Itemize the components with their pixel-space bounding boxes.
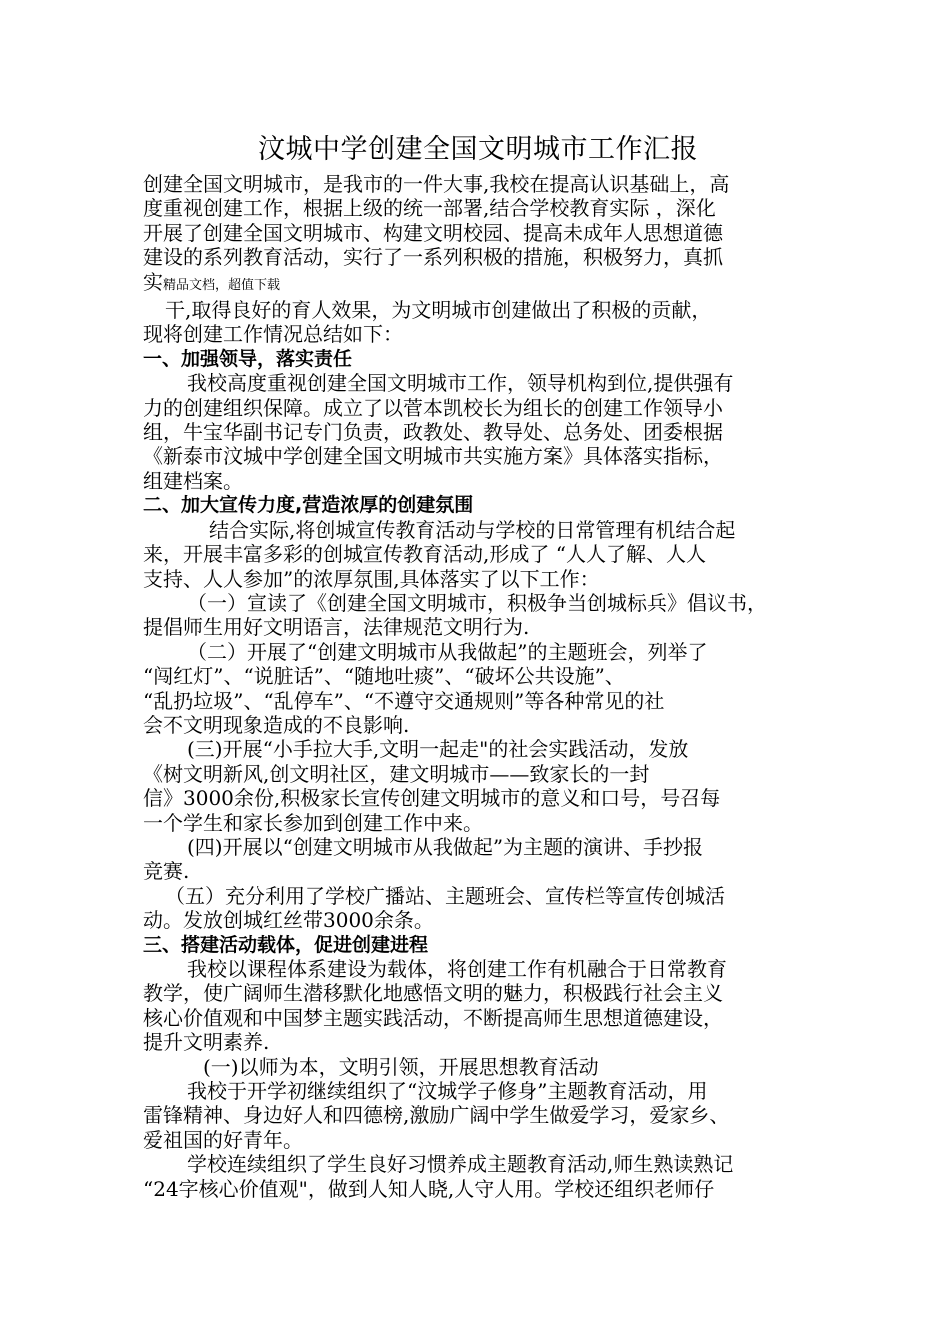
line-text: （二）开展了“创建文明城市从我做起”的主题班会，列举了: [187, 639, 708, 664]
text-line: [143, 396, 813, 420]
line-text: 提升文明素养.: [143, 1030, 270, 1055]
document-page: [143, 128, 813, 1201]
line-text: 组建档案。: [143, 468, 243, 493]
text-line: [143, 811, 813, 835]
line-text: (四)开展以“创建文明城市从我做起”为主题的演讲、手抄报: [187, 834, 704, 859]
text-line: [143, 196, 813, 220]
text-line: [143, 1030, 813, 1054]
text-line: [143, 245, 813, 269]
text-line: [143, 664, 813, 688]
line-text: 爱祖国的好青年。: [143, 1127, 303, 1152]
text-line: [143, 689, 813, 713]
text-line: [143, 1128, 813, 1152]
line-text: 教学，使广阔师生潜移默化地感悟文明的魅力，积极践行社会主义: [143, 981, 723, 1006]
watermark-note: 精品文档，超值下载: [163, 277, 281, 293]
text-line: [143, 762, 813, 786]
text-line: [143, 835, 813, 859]
line-text: 核心价值观和中国梦主题实践活动，不断提高师生思想道德建设，: [143, 1005, 723, 1030]
text-line: [143, 542, 813, 566]
text-line: [143, 1055, 813, 1079]
text-line: [143, 786, 813, 810]
text-line: [143, 713, 813, 737]
line-text: 《树文明新风,创文明社区，建文明城市——致家长的一封: [143, 761, 650, 786]
line-text: 学校连续组织了学生良好习惯养成主题教育活动,师生熟读熟记: [187, 1152, 734, 1177]
line-text: 我校于开学初继续组织了“汶城学子修身”主题教育活动，用: [187, 1079, 708, 1104]
text-line: [143, 1006, 813, 1030]
line-text: 竞赛.: [143, 859, 190, 884]
text-line: [143, 1152, 813, 1176]
line-text: (一)以师为本，文明引领，开展思想教育活动: [203, 1054, 599, 1079]
line-text: 度重视创建工作，根据上级的统一部署,结合学校教育实际 ，深化: [143, 196, 716, 221]
line-text: 开展了创建全国文明城市、构建文明校园、提高未成年人思想道德: [143, 220, 723, 245]
text-line: [143, 221, 813, 245]
text-line: [143, 469, 813, 493]
line-text: 来，开展丰富多彩的创城宣传教育活动,形成了 “人人了解、人人: [143, 542, 706, 567]
line-text: 二、加大宣传力度,营造浓厚的创建氛围: [143, 494, 474, 517]
text-line: [143, 420, 813, 444]
line-text: 会不文明现象造成的不良影响.: [143, 712, 410, 737]
line-text: 《新泰市汶城中学创建全国文明城市共实施方案》具体落实指标，: [143, 444, 723, 469]
line-text: 提倡师生用好文明语言，法律规范文明行为.: [143, 615, 530, 640]
line-text: 我校高度重视创建全国文明城市工作，领导机构到位,提供强有: [187, 371, 734, 396]
line-text: 一个学生和家长参加到创建工作中来。: [143, 810, 483, 835]
text-line: [143, 908, 813, 932]
text-line: [143, 298, 813, 322]
text-line: [143, 1177, 813, 1201]
section-heading: [143, 347, 813, 371]
line-text: 雷锋精神、身边好人和四德榜,激励广阔中学生做爱学习，爱家乡、: [143, 1103, 730, 1128]
text-line: [143, 981, 813, 1005]
line-text: 建设的系列教育活动，实行了一系列积极的措施，积极努力，真抓: [143, 245, 723, 270]
text-line: [143, 591, 813, 615]
text-line: [143, 270, 813, 298]
text-line: [143, 884, 813, 908]
line-text: “24字核心价值观"，做到人知人晓,人守人用。学校还组织老师仔: [143, 1176, 715, 1201]
text-line: [143, 518, 813, 542]
line-text: “闯红灯”、“说脏话”、“随地吐痰”、“破坏公共设施”、: [143, 664, 625, 689]
line-text: 三、搭建活动载体，促进创建进程: [143, 933, 429, 956]
text-line: [143, 322, 813, 346]
line-text: “乱扔垃圾”、“乱停车”、“不遵守交通规则”等各种常见的社: [143, 688, 665, 713]
text-line: [143, 640, 813, 664]
text-line: [143, 371, 813, 395]
text-line: [143, 444, 813, 468]
line-text: 创建全国文明城市，是我市的一件大事,我校在提高认识基础上，高: [143, 172, 730, 196]
text-line: [143, 737, 813, 761]
line-text: （一）宣读了《创建全国文明城市，积极争当创城标兵》倡议书，: [187, 590, 767, 615]
line-text: 动。发放创城红丝带3000余条。: [143, 908, 434, 933]
text-line: [143, 567, 813, 591]
line-text: 支持、人人参加”的浓厚氛围,具体落实了以下工作：: [143, 566, 600, 591]
text-line: [143, 1079, 813, 1103]
line-text: 干,取得良好的育人效果，为文明城市创建做出了积极的贡献，: [165, 298, 712, 323]
text-line: [143, 957, 813, 981]
section-heading: [143, 933, 813, 957]
line-text: 现将创建工作情况总结如下：: [143, 322, 403, 347]
text-line: [143, 172, 813, 196]
document-title: 汶城中学创建全国文明城市工作汇报: [258, 134, 698, 165]
line-text: （五）充分利用了学校广播站、主题班会、宣传栏等宣传创城活: [165, 883, 725, 908]
line-text: 实: [143, 269, 163, 294]
text-line: [143, 859, 813, 883]
line-text: 组，牛宝华副书记专门负责，政教处、教导处、总务处、团委根据: [143, 420, 723, 445]
text-line: [143, 615, 813, 639]
line-text: 一、加强领导，落实责任: [143, 347, 353, 370]
line-text: 信》3000余份,积极家长宣传创建文明城市的意义和口号，号召每: [143, 786, 721, 811]
line-text: 我校以课程体系建设为载体，将创建工作有机融合于日常教育: [187, 957, 727, 981]
line-text: 结合实际,将创城宣传教育活动与学校的日常管理有机结合起: [209, 517, 736, 542]
text-line: [143, 1103, 813, 1127]
section-heading: [143, 493, 813, 517]
line-text: 力的创建组织保障。成立了以菅本凯校长为组长的创建工作领导小: [143, 395, 723, 420]
line-text: (三)开展“小手拉大手,文明一起走"的社会实践活动，发放: [187, 737, 689, 762]
document-body: [143, 172, 813, 1201]
